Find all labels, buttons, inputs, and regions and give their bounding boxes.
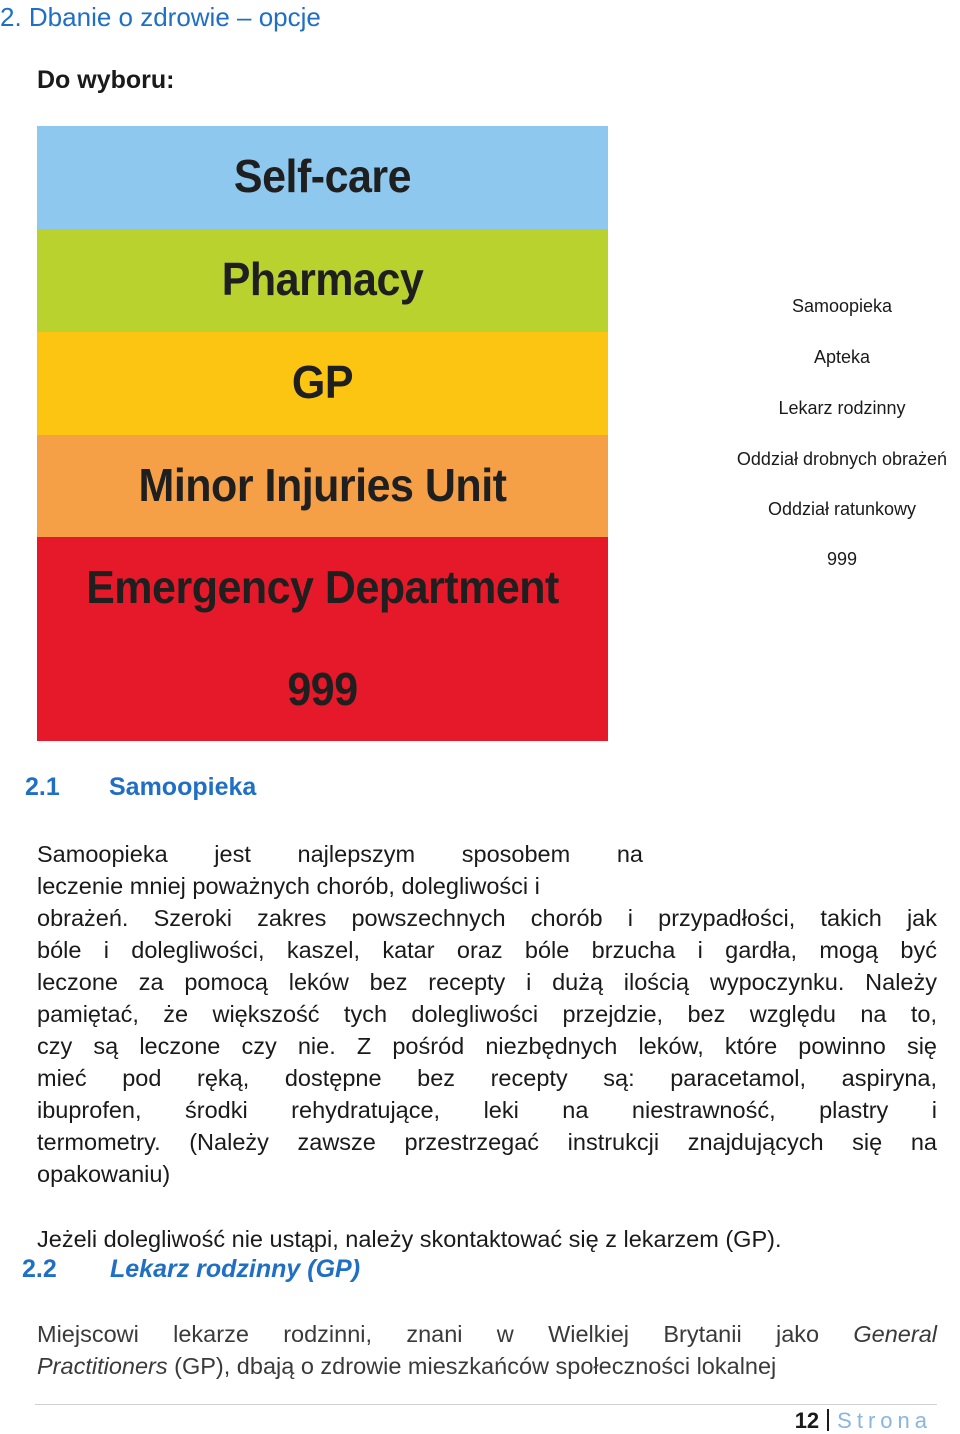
page-heading: 2. Dbanie o zdrowie – opcje (0, 2, 321, 32)
translation-item: Samoopieka (791, 296, 893, 316)
gp-paragraph-line (37, 1318, 937, 1350)
section-title: Samoopieka (109, 773, 257, 801)
paragraph-line: obrażeń. Szeroki zakres powszechnych chorób i przypadłości, takich jak (37, 905, 937, 931)
band-gp: GP (37, 332, 608, 435)
band-minor-injuries: Minor Injuries Unit (37, 435, 608, 537)
section-heading-gp (22, 1255, 360, 1284)
paragraph-line: czy są leczone czy nie. Z pośród niezbędnych leków, które powinno się (37, 1033, 937, 1059)
paragraph-line: bóle i dolegliwości, kaszel, katar oraz bóle brzucha i gardła, mogą być (37, 937, 937, 963)
gp-text-italic: General (853, 1321, 937, 1347)
page-footer (795, 1408, 932, 1434)
gp-text: Miejscowi lekarze rodzinni, znani w Wielkiej Brytanii jako (37, 1321, 854, 1347)
translation-item: Apteka (813, 347, 871, 367)
paragraph-line: pamiętać, że większość tych dolegliwości przejdzie, bez względu na to, (37, 1001, 937, 1027)
page-number: 12 (794, 1408, 820, 1433)
section-number: 2.1 (25, 773, 60, 801)
band-self-care: Self-care (37, 126, 608, 229)
paragraph-line: leczone za pomocą leków bez recepty i dużą ilością wypoczynku. Należy (37, 969, 937, 995)
care-ladder-image (37, 126, 608, 741)
page-label: Strona (837, 1408, 932, 1433)
footer-separator (827, 1409, 829, 1431)
translation-item: Oddział ratunkowy (767, 499, 917, 519)
gp-paragraph-line (37, 1350, 776, 1382)
paragraph-line: termometry. (Należy zawsze przestrzegać instrukcji znajdujących się na (37, 1129, 937, 1155)
follow-up-note: Jeżeli dolegliwość nie ustąpi, należy skontaktować się z lekarzem (GP). (37, 1226, 782, 1252)
footer-divider (35, 1404, 937, 1405)
gp-text-italic: Practitioners (37, 1353, 168, 1379)
translation-item: Lekarz rodzinny (778, 398, 906, 418)
translation-item: Oddział drobnych obrażeń (736, 449, 948, 469)
paragraph-line: mieć pod ręką, dostępne bez recepty są: paracetamol, aspiryna, (37, 1065, 937, 1091)
gp-text: (GP), dbają o zdrowie mieszkańców społeczności lokalnej (167, 1353, 777, 1379)
band-emergency: Emergency Department (37, 537, 608, 639)
section-title: Lekarz rodzinny (GP) (110, 1255, 361, 1283)
section-number: 2.2 (22, 1255, 57, 1283)
section-heading-self-care (25, 773, 256, 802)
translation-item: 999 (826, 549, 858, 569)
band-999: 999 (37, 639, 608, 741)
paragraph-line: opakowaniu) (37, 1161, 171, 1187)
options-subheading: Do wyboru: (37, 66, 175, 94)
paragraph-line: ibuprofen, środki rehydratujące, leki na niestrawność, plastry i (37, 1097, 937, 1123)
band-pharmacy: Pharmacy (37, 229, 608, 332)
paragraph-line: Samoopieka jest najlepszym sposobem na (37, 841, 643, 867)
paragraph-line: leczenie mniej poważnych chorób, dolegliwości i (37, 873, 540, 899)
